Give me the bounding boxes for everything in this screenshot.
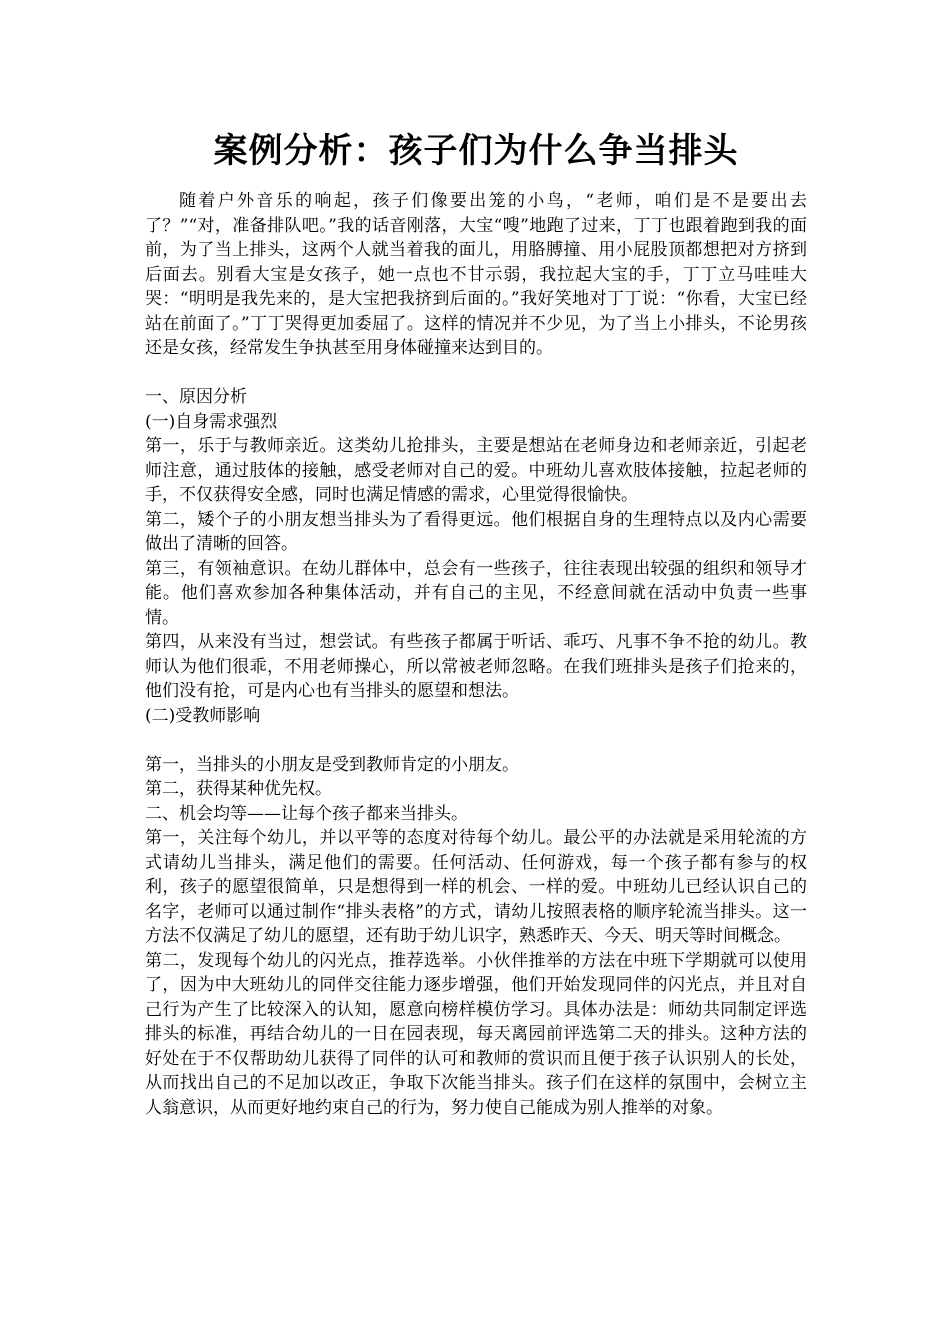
section-heading-equal-opportunity: 二、机会均等——让每个孩子都来当排头。 <box>145 803 468 824</box>
subsection-heading-teacher-influence: (二)受教师影响 <box>145 705 261 726</box>
spacer <box>145 728 807 753</box>
document-body <box>145 189 807 1120</box>
paragraph-see-farther: 第二，矮个子的小朋友想当排头为了看得更远。他们根据自身的生理特点以及内心需要做出了清晰的回答。 <box>145 509 807 554</box>
paragraph-leadership: 第三，有领袖意识。在幼儿群体中，总会有一些孩子，往往表现出较强的组织和领导才能。他们喜欢参加各种集体活动，并有自己的主见，不经意间就在活动中负责一些事情。 <box>145 558 807 628</box>
section-heading-causes: 一、原因分析 <box>145 387 247 407</box>
paragraph-close-to-teacher: 第一，乐于与教师亲近。这类幼儿抢排头，主要是想站在老师身边和老师亲近，引起老师注意，通过肢体的接触，感受老师对自己的爱。中班幼儿喜欢肢体接触，拉起老师的手，不仅获得安全感，同时也满足情感的需求，心里觉得很愉快。 <box>145 436 807 505</box>
paragraph-rotation: 第一，关注每个幼儿，并以平等的态度对待每个幼儿。最公平的办法就是采用轮流的方式请幼儿当排头，满足他们的需要。任何活动、任何游戏，每一个孩子都有参与的权利，孩子的愿望很简单，只是想得到一样的机会、一样的爱。中班幼儿已经认识自己的名字，老师可以通过制作“排头表格”的方式，请幼儿按照表格的顺序轮流当排头。这一方法不仅满足了幼儿的愿望，还有助于幼儿识字，熟悉昨天、今天、明天等时间概念。 <box>145 828 807 946</box>
paragraph-peer-election: 第二，发现每个幼儿的闪光点，推荐选举。小伙伴推举的方法在中班下学期就可以使用了，因为中大班幼儿的同伴交往能力逐步增强，他们开始发现同伴的闪光点，并且对自己行为产生了比较深入的认知，愿意向榜样模仿学习。具体办法是：师幼共同制定评选排头的标准，再结合幼儿的一日在园表现，每天离园前评选第二天的排头。这种方法的好处在于不仅帮助幼儿获得了同伴的认可和教师的赏识而且便于孩子认识别人的长处，从而找出自己的不足加以改正，争取下次能当排头。孩子们在这样的氛围中，会树立主人翁意识，从而更好地约束自己的行为，努力使自己能成为别人推举的对象。 <box>145 950 807 1118</box>
intro-paragraph: 随着户外音乐的响起，孩子们像要出笼的小鸟，“老师，咱们是不是要出去了？”“对，准备排队吧。”我的话音刚落，大宝“嗖”地跑了过来，丁丁也跟着跑到我的面前，为了当上排头，这两个人就当着我的面儿，用胳膊撞、用小屁股顶都想把对方挤到后面去。别看大宝是女孩子，她一点也不甘示弱，我拉起大宝的手，丁丁立马哇哇大哭：“明明是我先来的，是大宝把我挤到后面的。”我好笑地对丁丁说：“你看，大宝已经站在前面了。”丁丁哭得更加委屈了。这样的情况并不少见，为了当上小排头，不论男孩还是女孩，经常发生争执甚至用身体碰撞来达到目的。 <box>145 191 807 358</box>
spacer <box>145 361 807 386</box>
document-title: 案例分析：孩子们为什么争当排头 <box>213 131 739 171</box>
paragraph-priority: 第二，获得某种优先权。 <box>145 779 332 799</box>
paragraph-want-to-try: 第四，从来没有当过，想尝试。有些孩子都属于听话、乖巧、凡事不争不抢的幼儿。教师认为他们很乖，不用老师操心，所以常被老师忽略。在我们班排头是孩子们抢来的，他们没有抢，可是内心也有当排头的愿望和想法。 <box>145 632 807 701</box>
subsection-heading-self-needs: (一)自身需求强烈 <box>145 411 278 432</box>
paragraph-affirmed-by-teacher: 第一，当排头的小朋友是受到教师肯定的小朋友。 <box>145 754 519 775</box>
document-page <box>145 125 807 1120</box>
